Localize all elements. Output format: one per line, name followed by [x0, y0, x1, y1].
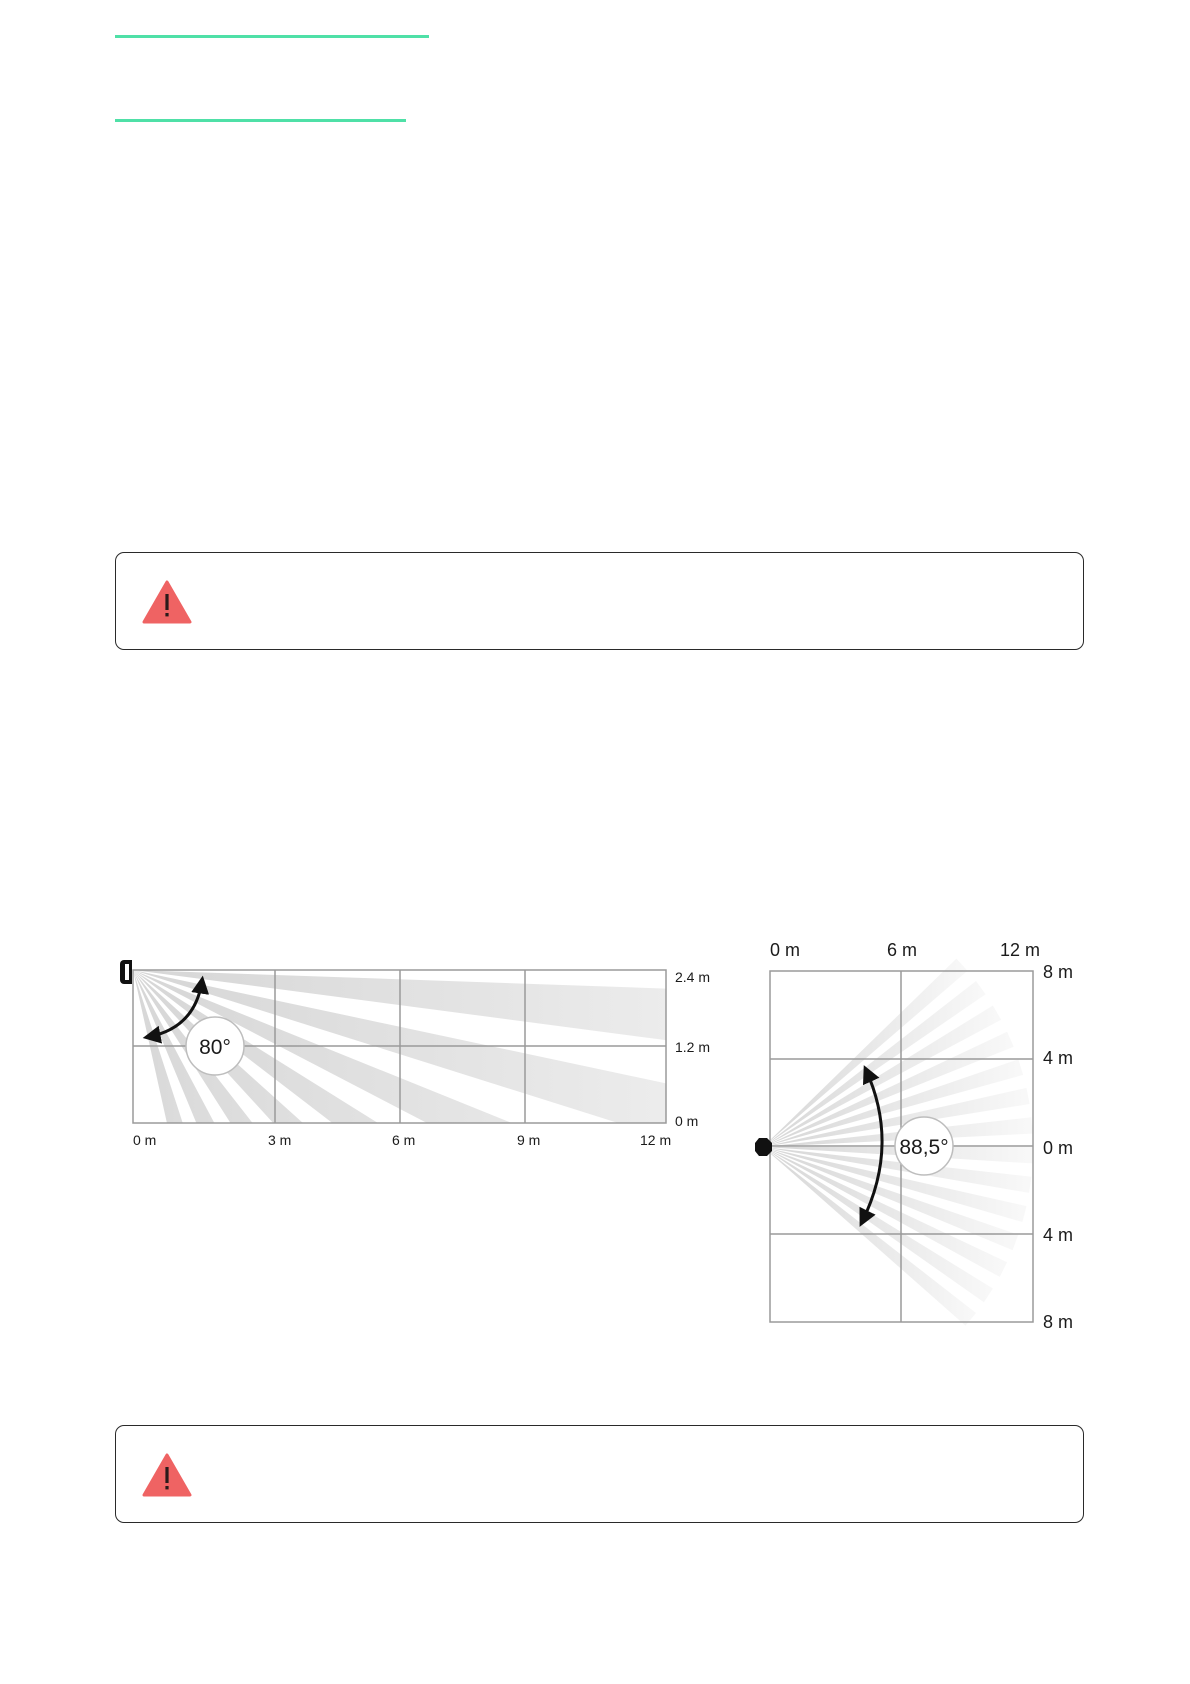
side-x-tick-4: 12 m: [640, 1132, 672, 1148]
top-y-tick-2: 0 m: [1043, 1138, 1074, 1158]
side-view-angle-label: 80°: [199, 1036, 231, 1059]
top-view-sensor-icon: [755, 1138, 772, 1156]
top-y-tick-1: 4 m: [1043, 1048, 1074, 1068]
top-x-tick-1: 6 m: [887, 940, 918, 960]
top-y-tick-0: 8 m: [1043, 962, 1074, 982]
top-view-angle-label: 88,5°: [899, 1136, 949, 1159]
side-view-diagram: [120, 960, 773, 1595]
side-view-sensor-icon: [120, 960, 132, 984]
side-y-tick-2: 0 m: [675, 1113, 699, 1129]
side-x-tick-1: 3 m: [268, 1132, 292, 1148]
side-x-tick-2: 6 m: [392, 1132, 416, 1148]
top-view-diagram: [755, 940, 1073, 1332]
side-x-tick-0: 0 m: [133, 1132, 157, 1148]
side-y-tick-1: 1.2 m: [675, 1039, 711, 1055]
top-y-tick-4: 8 m: [1043, 1312, 1074, 1332]
side-y-tick-0: 2.4 m: [675, 969, 711, 985]
top-x-tick-2: 12 m: [1000, 940, 1041, 960]
top-x-tick-0: 0 m: [770, 940, 801, 960]
top-y-tick-3: 4 m: [1043, 1225, 1074, 1245]
side-x-tick-3: 9 m: [517, 1132, 541, 1148]
side-beam: [133, 970, 434, 1561]
